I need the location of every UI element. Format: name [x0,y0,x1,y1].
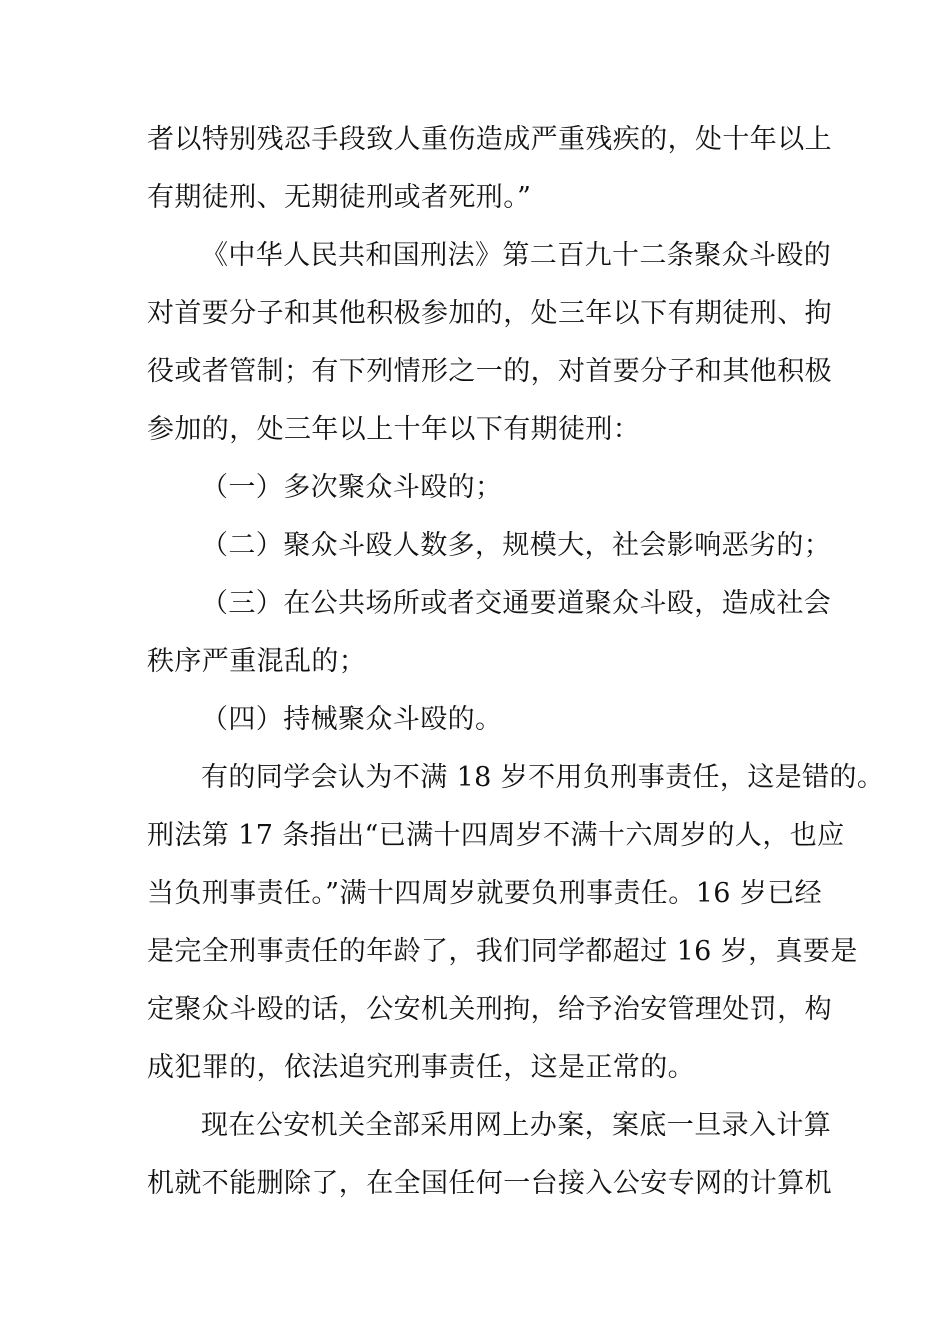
text-line: 当负刑事责任。”满十四周岁就要负刑事责任。16 岁已经 [147,878,823,909]
paragraph-start-line: 有的同学会认为不满 18 岁不用负刑事责任，这是错的。 [201,762,885,793]
text-line: 刑法第 17 条指出“已满十四周岁不满十六周岁的人，也应 [147,820,845,851]
text-line: 秩序严重混乱的； [147,646,367,677]
list-item-1: （一）多次聚众斗殴的； [201,472,503,503]
list-item-3: （三）在公共场所或者交通要道聚众斗殴，造成社会 [201,588,832,619]
text-line: 定聚众斗殴的话，公安机关刑拘，给予治安管理处罚，构 [147,994,832,1025]
list-item-4: （四）持械聚众斗殴的。 [201,704,503,735]
text-line: 役或者管制；有下列情形之一的，对首要分子和其他积极 [147,356,832,387]
text-line: 有期徒刑、无期徒刑或者死刑。” [147,182,532,213]
text-line: 成犯罪的，依法追究刑事责任，这是正常的。 [147,1052,695,1083]
text-line: 机就不能删除了，在全国任何一台接入公安专网的计算机 [147,1168,832,1199]
paragraph-start-line: 《中华人民共和国刑法》第二百九十二条聚众斗殴的 [201,240,832,271]
text-line: 者以特别残忍手段致人重伤造成严重残疾的，处十年以上 [147,124,832,155]
text-line: 参加的，处三年以上十年以下有期徒刑： [147,414,641,445]
paragraph-start-line: 现在公安机关全部采用网上办案，案底一旦录入计算 [201,1110,832,1141]
text-line: 对首要分子和其他积极参加的，处三年以下有期徒刑、拘 [147,298,832,329]
list-item-2: （二）聚众斗殴人数多，规模大，社会影响恶劣的； [201,530,832,561]
text-line: 是完全刑事责任的年龄了，我们同学都超过 16 岁，真要是 [147,936,858,967]
